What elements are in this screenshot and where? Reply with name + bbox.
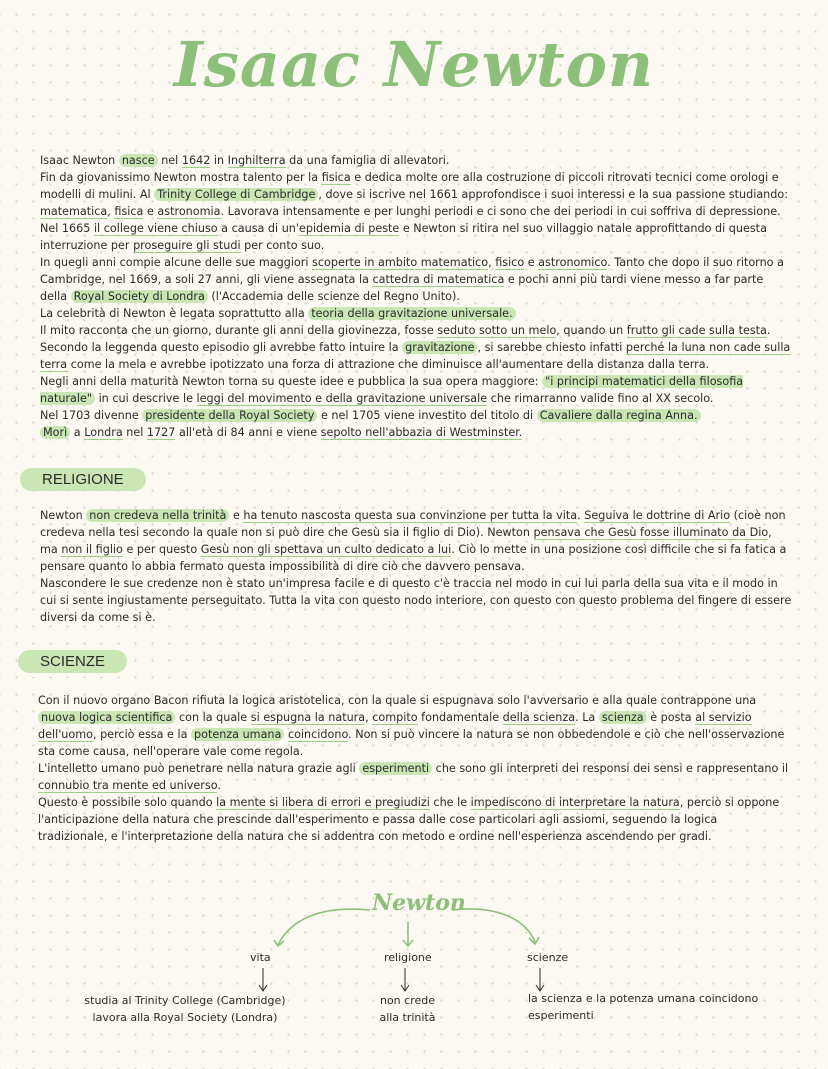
bio-paragraph: Nel 1665 il college viene chiuso a causa di un'epidemia di peste e Newton si ritira nel suo villaggio natale approfittando di questa interruzione per proseguire gli studi per conto suo. [40, 222, 767, 252]
mindmap-vita-note: studia al Trinity College (Cambridge) lavora alla Royal Society (Londra) [84, 994, 286, 1024]
page-title: Isaac Newton [173, 28, 655, 101]
mindmap-branch-religione: religione [384, 951, 432, 964]
bio-paragraph: Secondo la leggenda questo episodio gli avrebbe fatto intuire la gravitazione , si sarebbe chiesto infatti perché la luna non cade sulla terra come la mela e avrebbe ipotizzato una forza di attrazione che diminuisce all'aumentare della distanza dalla terra. [40, 341, 791, 371]
bio-paragraph: In quegli anni compie alcune delle sue maggiori scoperte in ambito matematico, fisico e astronomico. Tanto che dopo il suo ritorno a Cambridge, nel 1669, a soli 27 anni, gli viene assegnata la cattedra di matematica e pochi anni più tardi viene messo a far parte della Royal Society di Londra (l'Accademia delle scienze del Regno Unito). [40, 256, 784, 303]
scienze-paragraph: L'intelletto umano può penetrare nella natura grazie agli esperimenti che sono gli interpreti dei responsi dei sensi e rappresentano il connubio tra mente ed universo. [38, 762, 789, 792]
bio-paragraph: Isaac Newton nasce nel 1642 in Inghilterra da una famiglia di allevatori. [40, 154, 450, 167]
religione-paragraph: Newton non credeva nella trinità e ha tenuto nascosta questa sua convinzione per tutta la vita. Seguiva le dottrine di Ario (cioè non credeva nella tesi secondo la quale non si può dire che Gesù sia il figlio di Dio). Newton pensava che Gesù fosse illuminato da Dio, ma non il figlio e per questo Gesù non gli spettava un culto dedicato a lui. Ciò lo mette in una posizione così difficile che si fa fatica a pensare quanto lo abbia fermato questa impossibilità di dire ciò che davvero pensava. [40, 509, 787, 573]
religione-paragraph: Nascondere le sue credenze non è stato un'impresa facile e di questo c'è traccia nel modo in cui lui parla della sua vita e il modo in cui si sente ingiustamente perseguitato. Tutta la vita con questo nodo interiore, con questo con questo problema del fingere di essere diversi da come si è. [40, 577, 792, 624]
mindmap-root: Newton [372, 890, 466, 916]
scienze-paragraph: Questo è possibile solo quando la mente si libera di errori e pregiudizi che le impediscono di interpretare la natura, perciò si oppone l'anticipazione della natura che prescinde dall'esperimento e passa dalle cose particolari agli assiomi, seguendo la logica tradizionale, e l'interpretazione della natura che si addentra con metodo e ordine nell'esperienza ascendendo per gradi. [38, 796, 780, 843]
scienze-paragraph: Con il nuovo organo Bacon rifiuta la logica aristotelica, con la quale si espugnava solo l'avversario e alla quale contrappone una nuova logica scientifica con la quale si espugna la natura, compito fondamentale della scienza. La scienza è posta al servizio dell'uomo, perciò essa e la potenza umana coincidono. Non si può vincere la natura se non obbedendole e ciò che nell'osservazione sta come causa, nell'operare vale come regola. [38, 694, 785, 758]
bio-paragraph: Fin da giovanissimo Newton mostra talento per la fisica e dedica molte ore alla costruzione di piccoli ritrovati tecnici come orologi e modelli di mulini. Al Trinity College di Cambridge , dove si iscrive nel 1661 approfondisce i suoi interessi e la sua passione studiando: matematica, fisica e astronomia. Lavorava intensamente e per lunghi periodi e ci sono che dei periodi in cui soffriva di depressione. [40, 171, 788, 218]
mindmap-scienze-note: la scienza e la potenza umana coincidono esperimenti [528, 992, 759, 1022]
scienze-heading: SCIENZE [18, 650, 127, 673]
bio-paragraph: Negli anni della maturità Newton torna su queste idee e pubblica la sua opera maggiore: "i principi matematici della filosofia naturale" in cui descrive le leggi del movimento e della gravitazione universale che rimarranno valide fino al XX secolo. [40, 375, 744, 405]
bio-paragraph: Nel 1703 divenne presidente della Royal Society e nel 1705 viene investito del titolo di Cavaliere dalla regina Anna. [40, 407, 792, 424]
bio-paragraph: Il mito racconta che un giorno, durante gli anni della giovinezza, fosse seduto sotto un melo, quando un frutto gli cade sulla testa. [40, 324, 771, 337]
mindmap-branch-vita: vita [250, 951, 271, 964]
religione-heading: RELIGIONE [20, 468, 146, 491]
branch-vita-arrow [278, 909, 370, 945]
bio-paragraph: Morì a Londra nel 1727 all'età di 84 anni e viene sepolto nell'abbazia di Westminster. [40, 424, 792, 441]
mindmap-religione-note: non crede alla trinità [379, 994, 436, 1024]
mindmap-branch-scienze: scienze [527, 951, 569, 964]
bio-paragraph: La celebrità di Newton è legata soprattutto alla teoria della gravitazione universale. [40, 305, 792, 322]
